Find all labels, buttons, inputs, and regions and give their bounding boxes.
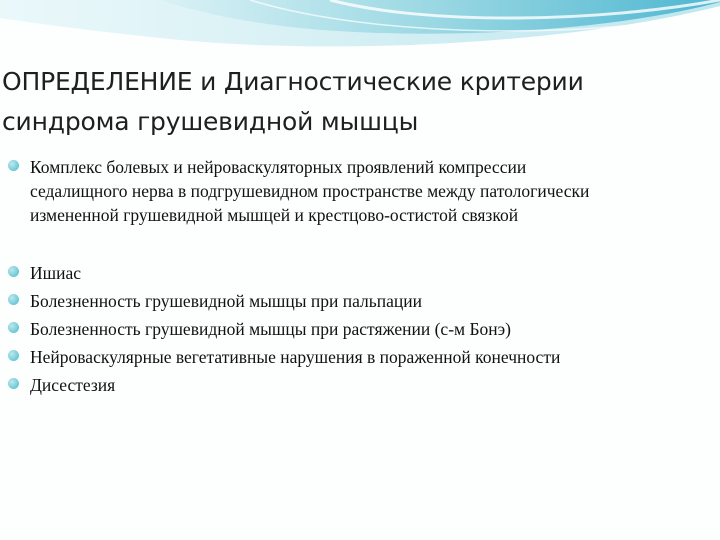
bullet-dot-icon — [8, 322, 19, 333]
list-item — [8, 373, 608, 397]
bullet-dot-icon — [8, 266, 19, 277]
list-item — [8, 155, 608, 227]
slide-title — [2, 62, 702, 142]
list-item-text: Нейроваскулярные вегетативные нарушения в пораженной конечности — [30, 347, 561, 367]
list-item — [8, 345, 608, 369]
bullet-dot-icon — [8, 160, 19, 171]
bullet-dot-icon — [8, 294, 19, 305]
bullet-dot-icon — [8, 378, 19, 389]
slide-title-line-1: ОПРЕДЕЛЕНИЕ и Диагностические критерии — [2, 67, 584, 96]
list-item-text: Ишиас — [30, 263, 82, 283]
list-item — [8, 289, 608, 313]
list-item — [8, 261, 608, 285]
list-item-text: Дисестезия — [30, 375, 116, 395]
list-item — [8, 317, 608, 341]
list-item-text: Комплекс болевых и нейроваскуляторных проявлений компрессии седалищного нерва в подгрушевидном пространстве между патологически измененной грушевидной мышцей и крестцово-остистой связкой — [30, 157, 590, 225]
bullet-dot-icon — [8, 350, 19, 361]
list-item-text: Болезненность грушевидной мышцы при пальпации — [30, 291, 422, 311]
slide-title-line-2: синдрома грушевидной мышцы — [2, 107, 419, 136]
bullet-list — [8, 155, 608, 401]
list-item-text: Болезненность грушевидной мышцы при растяжении (с-м Бонэ) — [30, 319, 511, 339]
